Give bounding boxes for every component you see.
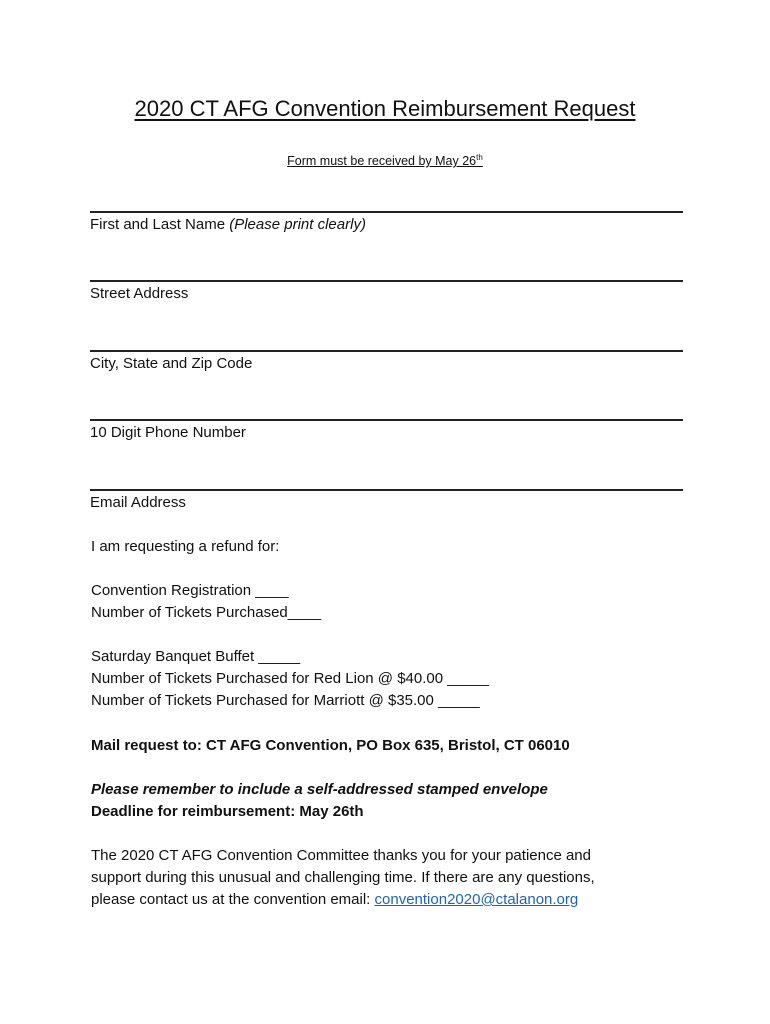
street-address-label: Street Address <box>90 285 189 302</box>
email-address-line <box>90 489 683 491</box>
closing-paragraph <box>91 845 691 911</box>
banquet-line: Saturday Banquet Buffet _____ <box>91 648 301 665</box>
name-field-label: First and Last Name <box>90 216 230 233</box>
red-lion-tickets-line: Number of Tickets Purchased for Red Lion @ $40.00 _____ <box>91 670 489 687</box>
deadline-note-text: Form must be received by May 26 <box>287 154 477 169</box>
envelope-reminder: Please remember to include a self-addressed stamped envelope <box>91 781 548 798</box>
email-address-field[interactable] <box>90 489 683 511</box>
convention-email-link[interactable]: convention2020@ctalanon.org <box>374 891 579 908</box>
registration-line: Convention Registration ____ <box>91 582 289 599</box>
banquet-section <box>91 646 691 712</box>
closing-line-2: support during this unusual and challenging time. If there are any questions, <box>91 869 595 886</box>
reminder-section <box>91 779 691 823</box>
reimbursement-deadline: Deadline for reimbursement: May 26th <box>91 803 364 820</box>
name-field[interactable] <box>90 211 683 233</box>
form-title: 2020 CT AFG Convention Reimbursement Request <box>134 96 636 121</box>
street-address-field[interactable] <box>90 280 683 302</box>
email-address-label: Email Address <box>90 494 186 511</box>
city-state-zip-line <box>90 350 683 352</box>
city-state-zip-field[interactable] <box>90 350 683 372</box>
phone-number-field[interactable] <box>90 419 683 441</box>
name-field-line <box>90 211 683 213</box>
street-address-line <box>90 280 683 282</box>
registration-section <box>91 580 691 624</box>
deadline-note-superscript: th <box>476 153 483 162</box>
closing-line-3: please contact us at the convention email: <box>91 891 375 908</box>
name-field-instruction: (Please print clearly) <box>229 216 366 233</box>
mail-request-address: Mail request to: CT AFG Convention, PO Box 635, Bristol, CT 06010 <box>91 737 570 754</box>
marriott-tickets-line: Number of Tickets Purchased for Marriott @ $35.00 _____ <box>91 692 480 709</box>
phone-number-line <box>90 419 683 421</box>
registration-tickets-line: Number of Tickets Purchased____ <box>91 604 322 621</box>
refund-intro: I am requesting a refund for: <box>91 538 280 555</box>
closing-line-1: The 2020 CT AFG Convention Committee thanks you for your patience and <box>91 847 591 864</box>
phone-number-label: 10 Digit Phone Number <box>90 424 246 441</box>
city-state-zip-label: City, State and Zip Code <box>90 355 253 372</box>
form-deadline-note <box>0 153 770 168</box>
